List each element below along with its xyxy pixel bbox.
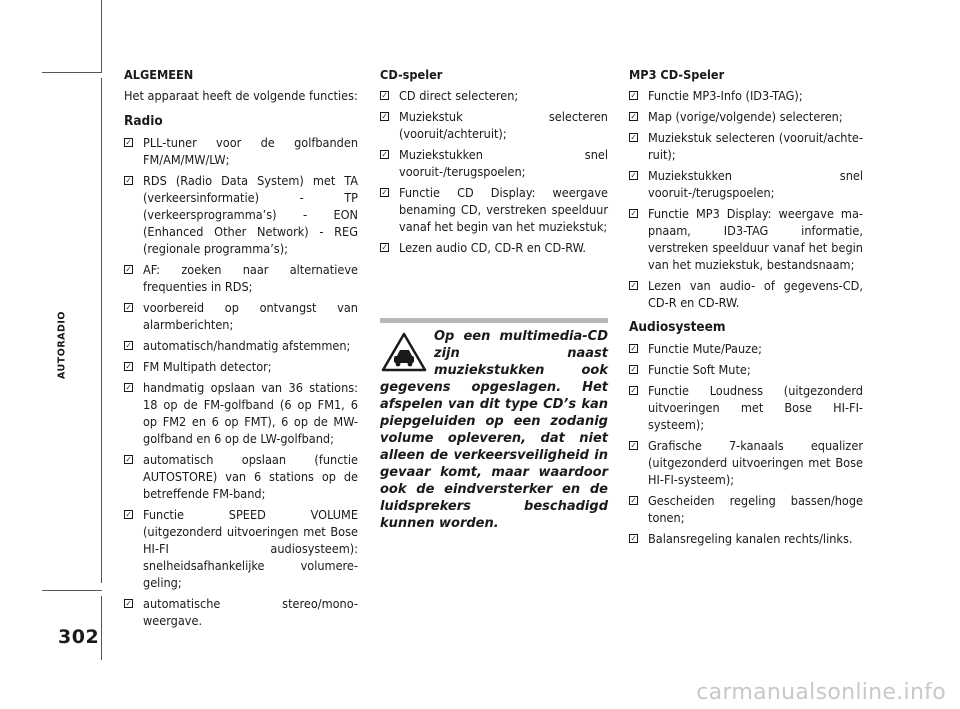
- checkbox-icon: [380, 150, 389, 159]
- list-item: ✓ Functie Mute/Pauze;: [629, 340, 863, 357]
- list-item: ✓ Gescheiden regeling bassen/hoge tonen;: [629, 492, 863, 526]
- audio-feature-list: [629, 340, 863, 547]
- list-item: ✓ AF: zoeken naar alternatieve frequenties in RDS;: [124, 261, 358, 295]
- list-item: ✓ automatisch/handmatig afstemmen;: [124, 337, 358, 354]
- checkbox-icon: [124, 341, 133, 350]
- heading-radio: Radio: [124, 113, 163, 129]
- column-cd-player: [380, 66, 608, 264]
- heading-mp3-player: MP3 CD-Speler: [629, 67, 725, 82]
- checkbox-icon: [124, 510, 133, 519]
- checkbox-icon: [629, 133, 638, 142]
- column-general: [124, 66, 358, 637]
- watermark: carmanualsonline.info: [696, 680, 946, 705]
- checkbox-icon: [124, 599, 133, 608]
- heading-cd-player: CD-speler: [380, 67, 443, 82]
- warning-note: [380, 328, 608, 532]
- checkbox-icon: [380, 91, 389, 100]
- mp3-feature-list: [629, 87, 863, 311]
- checkbox-icon: [124, 455, 133, 464]
- radio-feature-list: [124, 134, 358, 629]
- checkbox-icon: [629, 441, 638, 450]
- list-item: ✓ Functie Soft Mute;: [629, 361, 863, 378]
- checkbox-icon: [629, 496, 638, 505]
- margin-rule-bottom: [101, 596, 102, 660]
- checkbox-icon: [380, 112, 389, 121]
- checkbox-icon: [629, 209, 638, 218]
- checkbox-icon: [124, 362, 133, 371]
- checkbox-icon: [629, 171, 638, 180]
- checkbox-icon: [380, 188, 389, 197]
- list-item: ✓ Lezen van audio- of gegevens-CD, CD-R en CD-RW.: [629, 277, 863, 311]
- checkbox-icon: [124, 138, 133, 147]
- list-item: ✓ Balansregeling kanalen rechts/links.: [629, 530, 863, 547]
- list-item: ✓ FM Multipath detector;: [124, 358, 358, 375]
- list-item: ✓ Muziekstukken snel vooruit-/terugspoelen;: [380, 146, 608, 180]
- checkbox-icon: [124, 265, 133, 274]
- list-item: ✓ Map (vorige/volgende) selecteren;: [629, 108, 863, 125]
- list-item: ✓ PLL-tuner voor de golfbanden FM/AM/MW/LW;: [124, 134, 358, 168]
- section-title: AUTORADIO: [56, 311, 68, 379]
- checkbox-icon: [629, 534, 638, 543]
- list-item: ✓ Functie MP3-Info (ID3-TAG);: [629, 87, 863, 104]
- intro-text: Het apparaat heeft de volgende functies:: [124, 88, 358, 103]
- checkbox-icon: [629, 386, 638, 395]
- margin-rule-middle: [101, 78, 102, 583]
- list-item: ✓ voorbereid op ontvangst van alarmberichten;: [124, 299, 358, 333]
- checkbox-icon: [124, 303, 133, 312]
- list-item: ✓ Muziekstuk selecteren (vooruit/achteruit);: [629, 129, 863, 163]
- list-item: ✓ automatisch opslaan (functie AUTOSTORE) van 6 stations op de betreffende FM-band;: [124, 451, 358, 502]
- list-item: ✓ Functie SPEED VOLUME (uitgezonderd uitvoeringen met Bose HI-FI audiosysteem): snelheidsafhankelijke volumeregeling;: [124, 506, 358, 591]
- list-item: ✓ Grafische 7-kanaals equalizer (uitgezonderd uitvoeringen met Bose HI-FI-systeem);: [629, 437, 863, 488]
- cd-feature-list: [380, 87, 608, 256]
- margin-rule-top: [101, 0, 102, 72]
- list-item: ✓ Functie CD Display: weergave benaming CD, verstreken speelduur vanaf het begin van het muziekstuk;: [380, 184, 608, 235]
- list-item: ✓ Muziekstukken snel vooruit-/terugspoelen;: [629, 167, 863, 201]
- checkbox-icon: [124, 176, 133, 185]
- checkbox-icon: [629, 281, 638, 290]
- list-item: ✓ Functie Loudness (uitgezonderd uitvoeringen met Bose HI-FI-systeem);: [629, 382, 863, 433]
- checkbox-icon: [124, 383, 133, 392]
- list-item: ✓ automatische stereo/mono-weergave.: [124, 595, 358, 629]
- warning-divider: [380, 318, 608, 323]
- margin-rule-bottom-tick: [42, 590, 102, 591]
- checkbox-icon: [629, 344, 638, 353]
- heading-audio-system: Audiosysteem: [629, 319, 726, 335]
- column-mp3: [629, 66, 863, 555]
- checkbox-icon: [380, 243, 389, 252]
- margin-rule-top-tick: [42, 72, 102, 73]
- list-item: ✓ handmatig opslaan van 36 stations: 18 op de FM-golfband (6 op FM1, 6 op FM2 en 6 op FMT), 6 op de MW-golfband en 6 op de LW-golfband;: [124, 379, 358, 447]
- checkbox-icon: [629, 91, 638, 100]
- list-item: ✓ RDS (Radio Data System) met TA (verkeersinformatie) - TP (verkeersprogramma’s) - EON (Enhanced Other Network) - REG (regionale programma’s);: [124, 172, 358, 257]
- list-item: ✓ CD direct selecteren;: [380, 87, 608, 104]
- list-item: ✓ Lezen audio CD, CD-R en CD-RW.: [380, 239, 608, 256]
- page-number: 302: [58, 626, 100, 648]
- list-item: ✓ Functie MP3 Display: weergave mapnaam, ID3-TAG informatie, verstreken speelduur vanaf het begin van het muziekstuk, bestandsnaam;: [629, 205, 863, 273]
- checkbox-icon: [629, 112, 638, 121]
- heading-general: ALGEMEEN: [124, 67, 194, 82]
- list-item: ✓ Muziekstuk selecteren (vooruit/achteruit);: [380, 108, 608, 142]
- checkbox-icon: [629, 365, 638, 374]
- warning-text: Op een multimedia-CD zijn naast muziekstukken ook gegevens opgeslagen. Het afspelen van dit type CD’s kan piepgeluiden op een zodanig volume opleveren, dat niet alleen de verkeersveiligheid in gevaar komt, maar waardoor ook de eindversterker en de luidsprekers beschadigd kunnen worden.: [380, 329, 608, 531]
